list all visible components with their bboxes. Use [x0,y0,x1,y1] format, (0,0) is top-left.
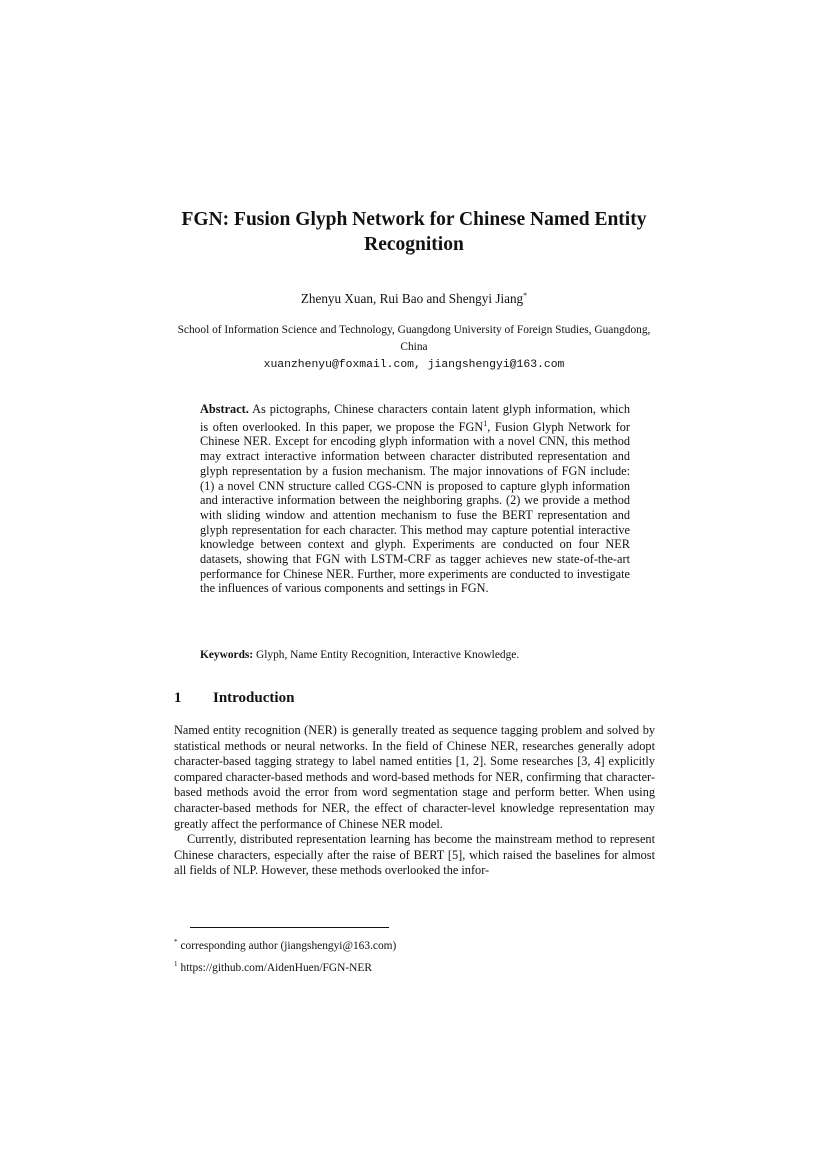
keywords-label: Keywords: [200,649,254,661]
author-emails: xuanzhenyu@foxmail.com, jiangshengyi@163.com [263,359,565,371]
footnotes [174,933,654,977]
footnote-corresponding-author [174,933,654,955]
abstract [200,402,630,596]
footnote-mark: 1 [174,960,178,968]
abstract-text-part1: As pictographs, Chinese characters contain latent glyph information, which is often overlooked. In this paper, we propose the FGN [200,402,630,434]
corresponding-author-mark: * [523,291,528,300]
affiliation: School of Information Science and Technology, Guangdong University of Foreign Studies, Guangdong, China [177,324,651,353]
paper-title: FGN: Fusion Glyph Network for Chinese Named Entity Recognition [181,209,647,255]
abstract-label: Abstract. [200,402,249,416]
body-paragraph: Currently, distributed representation learning has become the mainstream method to represent Chinese characters, especially after the raise of BERT [5], which raised the baselines for almost all fields of NLP. However, these methods overlooked the infor- [174,832,655,878]
footnote-mark: * [174,938,178,946]
keywords-text: Glyph, Name Entity Recognition, Interactive Knowledge. [253,649,520,661]
footnote-repository [174,955,654,977]
section-body [174,723,655,879]
section-heading [174,688,294,708]
footnote-text: corresponding author (jiangshengyi@163.com) [180,940,397,952]
abstract-footnote-mark: 1 [483,418,488,428]
authors-text: Zhenyu Xuan, Rui Bao and Shengyi Jiang [300,291,524,306]
abstract-text-part2: , Fusion Glyph Network for Chinese NER. Except for encoding glyph information with a novel CNN, this method may extract interactive information between character distributed representation and glyph representation by a fusion mechanism. The major innovations of FGN include: (1) a novel CNN structure called CGS-CNN is proposed to capture glyph information and interactive information between the neighboring graphs. (2) we provide a method with sliding window and attention mechanism to fuse the BERT representation and glyph representation for each character. This method may capture potential interactive knowledge between context and glyph. Experiments are conducted on four NER datasets, showing that FGN with LSTM-CRF as tagger achieves new state-of-the-art performance for Chinese NER. Further, more experiments are conducted to investigate the influences of various components and settings in FGN. [200,419,631,596]
footnote-text: https://github.com/AidenHuen/FGN-NER [180,962,372,974]
author-list [164,287,664,308]
section-title: Introduction [213,690,295,706]
footnote-divider [190,927,389,928]
keywords [200,648,630,663]
body-paragraph: Named entity recognition (NER) is generally treated as sequence tagging problem and solved by statistical methods or neural networks. In the field of Chinese NER, researches generally adopt character-based tagging strategy to label named entities [1, 2]. Some researches [3, 4] explicitly compared character-based methods and word-based methods for NER, confirming that character-based methods avoid the error from word segmentation stage and perform better. When using character-based methods for NER, the effect of character-level knowledge representation may greatly affect the performance of Chinese NER model. [174,723,655,831]
section-number: 1 [174,690,182,706]
